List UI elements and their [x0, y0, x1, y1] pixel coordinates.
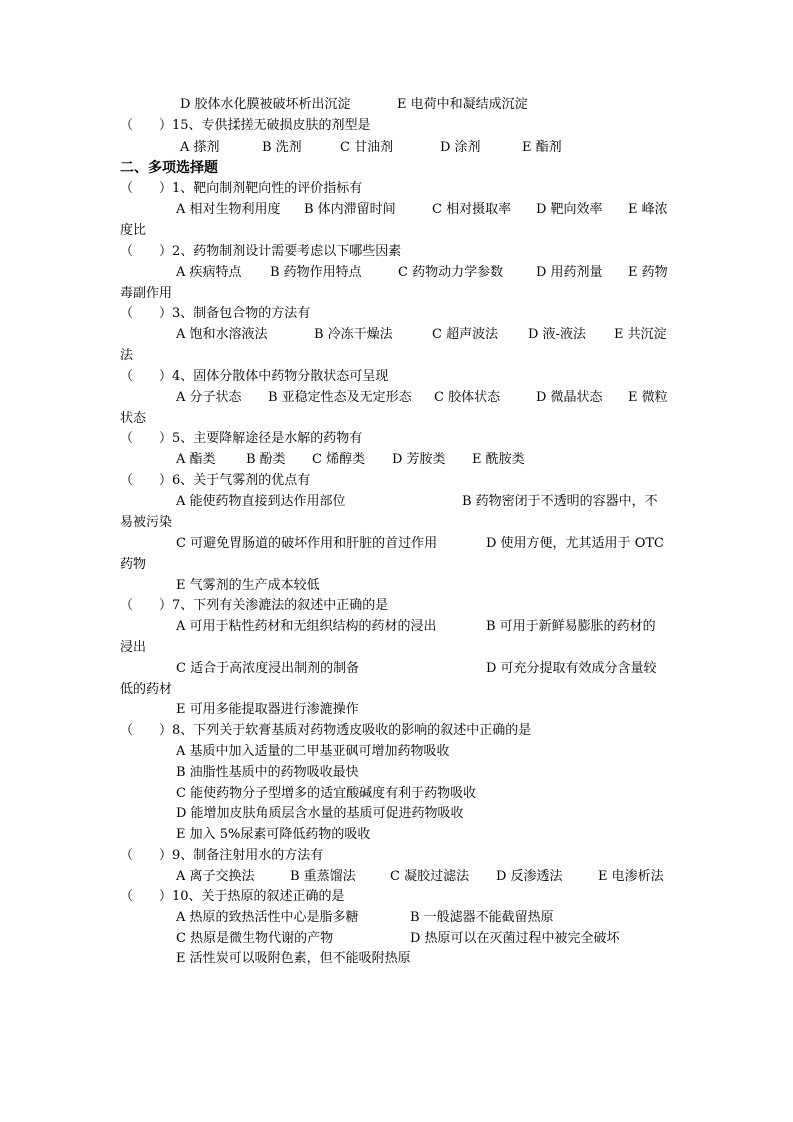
- mq8-option-c: C 能使药物分子型增多的适宜酸碱度有利于药物吸收: [176, 786, 477, 801]
- mq6-option-e: E 气雾剂的生产成本较低: [176, 578, 320, 593]
- mq3-option-d: D 液-液法: [528, 327, 586, 342]
- mq4-option-e: E 微粒: [628, 390, 668, 405]
- mq3-stem: （ ）3、制备包合物的方法有: [120, 306, 311, 321]
- q15-option-a: A 搽剂: [180, 140, 220, 155]
- mq2-option-b: B 药物作用特点: [270, 265, 362, 280]
- mq9-option-b: B 重蒸馏法: [290, 869, 356, 884]
- mq1-option-c: C 相对摄取率: [432, 202, 512, 217]
- mq9-option-d: D 反渗透法: [496, 869, 563, 884]
- mq10-option-c: C 热原是微生物代谢的产物: [176, 931, 334, 946]
- mq2-stem: （ ）2、药物制剂设计需要考虑以下哪些因素: [120, 244, 402, 259]
- mq6-option-b-wrap: 易被污染: [120, 515, 173, 530]
- mq4-wrap: 状态: [120, 411, 147, 426]
- mq6-option-a: A 能使药物直接到达作用部位: [176, 494, 346, 509]
- mq8-option-b: B 油脂性基质中的药物吸收最快: [176, 765, 359, 780]
- mq1-option-b: B 体内滞留时间: [304, 202, 396, 217]
- q15-option-e: E 酯剂: [522, 140, 562, 155]
- mq10-option-a: A 热原的致热活性中心是脂多糖: [176, 910, 359, 925]
- q15-option-d: D 涂剂: [440, 140, 481, 155]
- mq4-option-b: B 亚稳定性态及无定形态: [268, 390, 412, 405]
- mq10-option-e: E 活性炭可以吸附色素，但不能吸附热原: [176, 951, 411, 966]
- mq5-option-a: A 酯类: [176, 452, 216, 467]
- mq1-option-d: D 靶向效率: [536, 202, 603, 217]
- q14-option-e: E 电荷中和凝结成沉淀: [397, 97, 528, 112]
- mq4-option-c: C 胶体状态: [434, 390, 501, 405]
- mq9-option-a: A 离子交换法: [176, 869, 255, 884]
- mq6-option-d: D 使用方便，尤其适用于 OTC: [486, 536, 664, 551]
- mq2-option-e: E 药物: [628, 265, 668, 280]
- mq8-option-d: D 能增加皮肤角质层含水量的基质可促进药物吸收: [176, 806, 464, 821]
- section-title: 二、多项选择题: [120, 160, 218, 176]
- mq6-option-b: B 药物密闭于不透明的容器中，不: [462, 494, 658, 509]
- mq3-option-c: C 超声波法: [432, 327, 499, 342]
- mq2-option-d: D 用药剂量: [536, 265, 603, 280]
- mq9-option-e: E 电渗析法: [598, 869, 664, 884]
- mq7-option-b: B 可用于新鲜易膨胀的药材的: [486, 619, 656, 634]
- mq2-option-c: C 药物动力学参数: [398, 265, 504, 280]
- mq8-option-e: E 加入 5%尿素可降低药物的吸收: [176, 827, 371, 842]
- mq6-option-d-wrap: 药物: [120, 557, 147, 572]
- mq5-option-d: D 芳胺类: [392, 452, 446, 467]
- mq5-option-c: C 烯醇类: [312, 452, 366, 467]
- mq4-stem: （ ）4、固体分散体中药物分散状态可呈现: [120, 369, 389, 384]
- mq3-option-a: A 饱和水溶液法: [176, 327, 268, 342]
- mq3-wrap: 法: [120, 348, 134, 363]
- mq1-option-e: E 峰浓: [628, 202, 668, 217]
- mq1-wrap: 度比: [120, 223, 147, 238]
- q14-option-d: D 胶体水化膜被破坏析出沉淀: [180, 97, 351, 112]
- mq5-stem: （ ）5、主要降解途径是水解的药物有: [120, 431, 363, 446]
- mq10-stem: （ ）10、关于热原的叙述正确的是: [120, 889, 345, 904]
- mq7-option-d-wrap: 低的药材: [120, 682, 173, 697]
- mq8-option-a: A 基质中加入适量的二甲基亚砜可增加药物吸收: [176, 744, 450, 759]
- mq3-option-e: E 共沉淀: [614, 327, 667, 342]
- q15-option-c: C 甘油剂: [340, 140, 394, 155]
- mq10-option-b: B 一般滤器不能截留热原: [410, 910, 554, 925]
- mq7-option-b-wrap: 浸出: [120, 640, 147, 655]
- mq5-option-b: B 酚类: [246, 452, 286, 467]
- mq2-wrap: 毒副作用: [120, 286, 173, 301]
- mq7-option-e: E 可用多能提取器进行渗漉操作: [176, 702, 359, 717]
- q15-option-b: B 洗剂: [262, 140, 302, 155]
- mq4-option-a: A 分子状态: [176, 390, 242, 405]
- mq1-stem: （ ）1、靶向制剂靶向性的评价指标有: [120, 181, 363, 196]
- mq2-option-a: A 疾病特点: [176, 265, 242, 280]
- mq4-option-d: D 微晶状态: [536, 390, 603, 405]
- mq9-stem: （ ）9、制备注射用水的方法有: [120, 848, 324, 863]
- mq7-option-c: C 适合于高浓度浸出制剂的制备: [176, 661, 360, 676]
- mq7-stem: （ ）7、下列有关渗漉法的叙述中正确的是: [120, 598, 389, 613]
- mq1-option-a: A 相对生物利用度: [176, 202, 281, 217]
- mq8-stem: （ ）8、下列关于软膏基质对药物透皮吸收的影响的叙述中正确的是: [120, 723, 532, 738]
- mq5-option-e: E 酰胺类: [472, 452, 525, 467]
- mq3-option-b: B 冷冻干燥法: [314, 327, 393, 342]
- mq6-stem: （ ）6、关于气雾剂的优点有: [120, 473, 311, 488]
- q15-stem: （ ）15、专供揉搓无破损皮肤的剂型是: [120, 118, 371, 133]
- mq9-option-c: C 凝胶过滤法: [390, 869, 470, 884]
- mq7-option-a: A 可用于粘性药材和无组织结构的药材的浸出: [176, 619, 437, 634]
- mq6-option-c: C 可避免胃肠道的破坏作用和肝脏的首过作用: [176, 536, 438, 551]
- mq7-option-d: D 可充分提取有效成分含量较: [486, 661, 657, 676]
- mq10-option-d: D 热原可以在灭菌过程中被完全破坏: [410, 931, 620, 946]
